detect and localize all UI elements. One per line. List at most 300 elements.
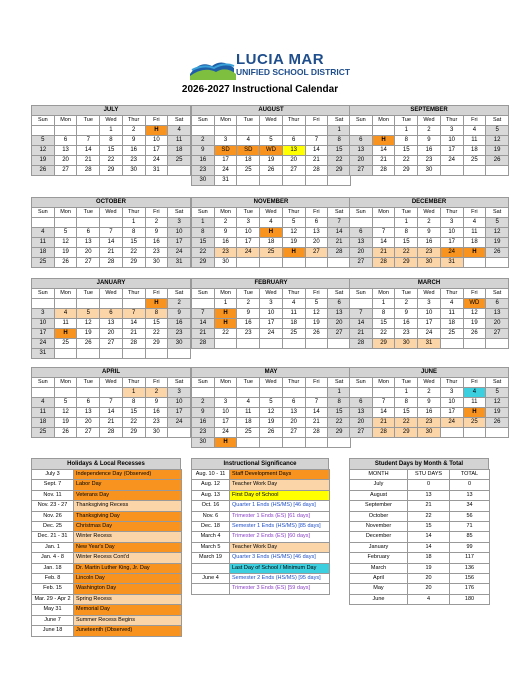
day-cell: 21 xyxy=(328,238,351,248)
stu-days-cell: 15 xyxy=(408,522,450,532)
holiday-label: Winter Recess Cont'd xyxy=(74,553,182,563)
holiday-date: Dec. 25 xyxy=(32,522,74,532)
day-cell: 10 xyxy=(440,228,463,238)
day-cell: 31 xyxy=(440,258,463,268)
day-cell: 19 xyxy=(260,156,283,166)
day-cell xyxy=(440,166,463,176)
day-cell: 6 xyxy=(77,228,100,238)
day-cell: 6 xyxy=(282,136,305,146)
weekday-header: Fri xyxy=(463,378,486,388)
day-cell: 22 xyxy=(145,329,168,339)
holiday-label: New Year's Day xyxy=(74,542,182,552)
day-cell: 12 xyxy=(486,136,509,146)
month-september xyxy=(349,105,509,176)
holiday-label: Juneteenth (Observed) xyxy=(74,626,182,636)
day-cell: 16 xyxy=(214,238,237,248)
day-cell: 29 xyxy=(328,428,351,438)
day-cell: 27 xyxy=(328,329,351,339)
weekday-header: Wed xyxy=(418,208,441,218)
day-cell xyxy=(32,388,55,398)
day-cell: 2 xyxy=(145,218,168,228)
significance-label: Teacher Work Day xyxy=(230,480,330,490)
day-cell: 13 xyxy=(328,309,351,319)
holiday-row xyxy=(32,501,182,511)
stu-days-cell: 18 xyxy=(408,553,450,563)
student-days-row xyxy=(350,532,490,542)
holiday-row xyxy=(32,490,182,500)
day-cell: 28 xyxy=(122,339,145,349)
weekday-header: Tue xyxy=(77,116,100,126)
day-cell xyxy=(214,339,237,349)
day-cell: 18 xyxy=(463,238,486,248)
holiday-label: Christmas Day xyxy=(74,522,182,532)
holiday-label: Winter Recess xyxy=(74,532,182,542)
student-days-row xyxy=(350,584,490,594)
day-cell xyxy=(54,299,77,309)
day-cell: 19 xyxy=(282,238,305,248)
day-cell: 28 xyxy=(192,339,215,349)
day-cell: 3 xyxy=(168,388,191,398)
day-cell xyxy=(282,339,305,349)
day-cell xyxy=(305,388,328,398)
day-cell xyxy=(350,388,373,398)
weekday-header: Mon xyxy=(372,116,395,126)
day-cell xyxy=(486,258,509,268)
day-cell xyxy=(145,349,168,359)
weekday-header: Sun xyxy=(192,208,215,218)
day-cell: 15 xyxy=(372,319,395,329)
day-cell: 14 xyxy=(372,408,395,418)
day-cell: 17 xyxy=(440,408,463,418)
day-cell: 10 xyxy=(440,398,463,408)
stu-days-cell: 21 xyxy=(408,501,450,511)
day-cell: 6 xyxy=(305,218,328,228)
day-cell: 1 xyxy=(192,218,215,228)
day-cell xyxy=(486,339,509,349)
day-cell: 21 xyxy=(305,418,328,428)
day-cell: 17 xyxy=(214,418,237,428)
day-cell: 24 xyxy=(418,329,441,339)
month-cell: March xyxy=(350,563,408,573)
weekday-header: Thur xyxy=(122,116,145,126)
day-cell: WD xyxy=(260,146,283,156)
day-cell: 19 xyxy=(54,418,77,428)
significance-row xyxy=(192,542,330,552)
day-cell: 6 xyxy=(486,299,509,309)
day-cell: H xyxy=(372,136,395,146)
day-cell: 9 xyxy=(192,408,215,418)
weekday-header: Fri xyxy=(145,208,168,218)
day-cell: 30 xyxy=(214,258,237,268)
day-cell: 23 xyxy=(192,428,215,438)
holiday-label: Dr. Martin Luther King, Jr. Day xyxy=(74,563,182,573)
day-cell: 10 xyxy=(237,228,260,238)
day-cell: 18 xyxy=(440,319,463,329)
day-cell: 10 xyxy=(260,309,283,319)
day-cell: 11 xyxy=(282,309,305,319)
total-cell: 136 xyxy=(450,563,490,573)
day-cell: 7 xyxy=(305,398,328,408)
day-cell xyxy=(214,388,237,398)
day-cell: 9 xyxy=(168,309,191,319)
day-cell: 28 xyxy=(350,339,373,349)
weekday-header: Thur xyxy=(282,289,305,299)
day-cell: SD xyxy=(237,146,260,156)
day-cell: 13 xyxy=(100,319,123,329)
day-cell: 13 xyxy=(282,408,305,418)
day-cell: 29 xyxy=(122,428,145,438)
day-cell: 15 xyxy=(122,408,145,418)
day-cell: 6 xyxy=(282,398,305,408)
weekday-header: Tue xyxy=(237,208,260,218)
day-cell xyxy=(237,258,260,268)
day-cell: 1 xyxy=(328,388,351,398)
holiday-row xyxy=(32,615,182,625)
month-december xyxy=(349,197,509,268)
day-cell xyxy=(260,339,283,349)
day-cell xyxy=(100,349,123,359)
day-cell: 6 xyxy=(350,398,373,408)
district-name: LUCIA MAR xyxy=(236,51,325,68)
day-cell: 11 xyxy=(463,136,486,146)
day-cell: 18 xyxy=(32,418,55,428)
day-cell xyxy=(305,126,328,136)
day-cell: 8 xyxy=(328,398,351,408)
weekday-header: Fri xyxy=(463,289,486,299)
day-cell xyxy=(282,438,305,448)
student-days-row xyxy=(350,574,490,584)
weekday-header: Mon xyxy=(372,208,395,218)
day-cell xyxy=(122,299,145,309)
weekday-header: Wed xyxy=(260,378,283,388)
day-cell: 4 xyxy=(440,299,463,309)
day-cell: 25 xyxy=(32,258,55,268)
day-cell: 28 xyxy=(100,428,123,438)
day-cell: 15 xyxy=(395,146,418,156)
day-cell: 3 xyxy=(168,218,191,228)
day-cell: 5 xyxy=(486,126,509,136)
stu-days-cell: 13 xyxy=(408,490,450,500)
total-cell: 85 xyxy=(450,532,490,542)
weekday-header: Mon xyxy=(54,116,77,126)
day-cell: 9 xyxy=(145,228,168,238)
month-table xyxy=(31,115,191,176)
day-cell: 16 xyxy=(192,418,215,428)
day-cell: 12 xyxy=(54,238,77,248)
day-cell: 18 xyxy=(168,146,191,156)
day-cell: 25 xyxy=(168,156,191,166)
day-cell xyxy=(305,176,328,186)
day-cell: 30 xyxy=(395,339,418,349)
day-cell: 4 xyxy=(32,228,55,238)
day-cell: 15 xyxy=(192,238,215,248)
month-table xyxy=(191,377,351,448)
weekday-header: Sat xyxy=(168,378,191,388)
weekday-header: Fri xyxy=(305,116,328,126)
month-cell: September xyxy=(350,501,408,511)
significance-date xyxy=(192,563,230,573)
student-days-row xyxy=(350,522,490,532)
day-cell: 8 xyxy=(395,398,418,408)
day-cell: 22 xyxy=(395,418,418,428)
day-cell: 13 xyxy=(54,146,77,156)
day-cell xyxy=(463,428,486,438)
day-cell: 23 xyxy=(192,166,215,176)
student-days-row xyxy=(350,553,490,563)
month-name: AUGUST xyxy=(191,105,351,115)
significance-date: Oct. 16 xyxy=(192,501,230,511)
holiday-label: Independence Day (Observed) xyxy=(74,470,182,480)
day-cell: 22 xyxy=(192,248,215,258)
day-cell: 2 xyxy=(145,388,168,398)
student-days-row xyxy=(350,542,490,552)
holiday-row xyxy=(32,584,182,594)
day-cell: 31 xyxy=(145,166,168,176)
weekday-header: Tue xyxy=(395,289,418,299)
day-cell: 4 xyxy=(54,309,77,319)
day-cell: 10 xyxy=(168,398,191,408)
day-cell: 1 xyxy=(214,299,237,309)
day-cell: 29 xyxy=(192,258,215,268)
month-table xyxy=(31,288,191,359)
day-cell: 2 xyxy=(192,398,215,408)
significance-date: March 19 xyxy=(192,553,230,563)
day-cell: 23 xyxy=(145,418,168,428)
day-cell: 24 xyxy=(440,156,463,166)
day-cell xyxy=(282,126,305,136)
day-cell: 3 xyxy=(440,218,463,228)
stu-days-cell: 22 xyxy=(408,511,450,521)
day-cell: 7 xyxy=(328,218,351,228)
day-cell: 22 xyxy=(122,248,145,258)
weekday-header: Sun xyxy=(32,208,55,218)
day-cell: 30 xyxy=(145,258,168,268)
day-cell: 11 xyxy=(463,228,486,238)
day-cell: 29 xyxy=(395,166,418,176)
day-cell: 17 xyxy=(214,156,237,166)
day-cell: 4 xyxy=(237,398,260,408)
month-june xyxy=(349,367,509,438)
day-cell: 22 xyxy=(100,156,123,166)
student-days-row xyxy=(350,501,490,511)
day-cell: 23 xyxy=(145,248,168,258)
day-cell: 25 xyxy=(440,329,463,339)
significance-table xyxy=(191,469,330,595)
day-cell: 13 xyxy=(350,146,373,156)
day-cell: 11 xyxy=(463,398,486,408)
day-cell: 30 xyxy=(122,166,145,176)
day-cell: 25 xyxy=(463,418,486,428)
student-days-title: Student Days by Month & Total xyxy=(349,458,489,469)
significance-date: Dec. 18 xyxy=(192,522,230,532)
day-cell: 21 xyxy=(350,329,373,339)
district-subtitle: UNIFIED SCHOOL DISTRICT xyxy=(236,67,351,77)
month-cell: April xyxy=(350,574,408,584)
day-cell: 22 xyxy=(328,418,351,428)
holiday-date: Mar. 29 - Apr 2 xyxy=(32,594,74,604)
day-cell: 13 xyxy=(77,238,100,248)
day-cell: 4 xyxy=(282,299,305,309)
column-header: STU DAYS xyxy=(408,470,450,480)
month-table xyxy=(349,207,509,268)
weekday-header: Thur xyxy=(282,116,305,126)
day-cell: 30 xyxy=(145,428,168,438)
day-cell: 22 xyxy=(214,329,237,339)
weekday-header: Mon xyxy=(372,289,395,299)
day-cell: 2 xyxy=(168,299,191,309)
day-cell: 21 xyxy=(305,156,328,166)
day-cell: 2 xyxy=(214,218,237,228)
day-cell: 31 xyxy=(168,258,191,268)
day-cell: 20 xyxy=(77,248,100,258)
holiday-row xyxy=(32,480,182,490)
day-cell: 22 xyxy=(395,156,418,166)
weekday-header: Mon xyxy=(214,289,237,299)
day-cell: 1 xyxy=(100,126,123,136)
significance-row xyxy=(192,501,330,511)
weekday-header: Sun xyxy=(192,289,215,299)
holiday-label: Spring Recess xyxy=(74,594,182,604)
day-cell xyxy=(100,218,123,228)
day-cell: 19 xyxy=(305,319,328,329)
stu-days-cell: 20 xyxy=(408,574,450,584)
day-cell: 13 xyxy=(77,408,100,418)
month-name: SEPTEMBER xyxy=(349,105,509,115)
weekday-header: Mon xyxy=(214,208,237,218)
day-cell: 11 xyxy=(54,319,77,329)
day-cell: 19 xyxy=(54,248,77,258)
weekday-header: Thur xyxy=(282,208,305,218)
month-name: JULY xyxy=(31,105,191,115)
day-cell: 27 xyxy=(282,166,305,176)
day-cell xyxy=(77,218,100,228)
holiday-row xyxy=(32,522,182,532)
day-cell: 17 xyxy=(418,319,441,329)
day-cell xyxy=(260,176,283,186)
total-cell: 176 xyxy=(450,584,490,594)
day-cell: 16 xyxy=(418,146,441,156)
day-cell: 14 xyxy=(305,146,328,156)
day-cell: 17 xyxy=(260,319,283,329)
day-cell: 23 xyxy=(418,248,441,258)
day-cell xyxy=(350,126,373,136)
day-cell: 25 xyxy=(260,248,283,258)
day-cell: 15 xyxy=(395,238,418,248)
holiday-date: Feb. 8 xyxy=(32,574,74,584)
holiday-label: Lincoln Day xyxy=(74,574,182,584)
day-cell: H xyxy=(214,438,237,448)
weekday-header: Sun xyxy=(32,289,55,299)
significance-row xyxy=(192,584,330,594)
month-name: NOVEMBER xyxy=(191,197,351,207)
day-cell: 24 xyxy=(214,428,237,438)
day-cell: 3 xyxy=(260,299,283,309)
weekday-header: Sun xyxy=(350,289,373,299)
day-cell xyxy=(237,176,260,186)
month-table xyxy=(349,288,509,349)
day-cell: 10 xyxy=(418,309,441,319)
significance-date: Aug. 12 xyxy=(192,480,230,490)
day-cell: 25 xyxy=(282,329,305,339)
day-cell: 28 xyxy=(372,428,395,438)
day-cell xyxy=(168,349,191,359)
day-cell: 31 xyxy=(418,339,441,349)
weekday-header: Sat xyxy=(486,289,509,299)
day-cell: 11 xyxy=(237,408,260,418)
stu-days-cell: 20 xyxy=(408,584,450,594)
day-cell: 15 xyxy=(122,238,145,248)
day-cell: 9 xyxy=(145,398,168,408)
day-cell: 9 xyxy=(214,228,237,238)
day-cell xyxy=(32,126,55,136)
day-cell: 11 xyxy=(168,136,191,146)
weekday-header: Thur xyxy=(122,208,145,218)
holiday-date: Nov. 11 xyxy=(32,490,74,500)
weekday-header: Fri xyxy=(463,208,486,218)
day-cell: 26 xyxy=(32,166,55,176)
day-cell xyxy=(260,388,283,398)
month-cell: October xyxy=(350,511,408,521)
day-cell: 2 xyxy=(192,136,215,146)
day-cell: 8 xyxy=(100,136,123,146)
holiday-row xyxy=(32,511,182,521)
holiday-date: June 18 xyxy=(32,626,74,636)
day-cell: 18 xyxy=(32,248,55,258)
day-cell: 24 xyxy=(237,248,260,258)
weekday-header: Wed xyxy=(260,116,283,126)
significance-row xyxy=(192,563,330,573)
weekday-header: Wed xyxy=(418,378,441,388)
day-cell: 19 xyxy=(260,418,283,428)
day-cell: 28 xyxy=(372,258,395,268)
day-cell: 20 xyxy=(350,418,373,428)
day-cell: 15 xyxy=(145,319,168,329)
month-may xyxy=(191,367,351,448)
day-cell: 28 xyxy=(77,166,100,176)
day-cell: 19 xyxy=(463,319,486,329)
weekday-header: Tue xyxy=(237,289,260,299)
month-cell: November xyxy=(350,522,408,532)
month-name: FEBRUARY xyxy=(191,278,351,288)
day-cell: 31 xyxy=(214,176,237,186)
day-cell xyxy=(237,388,260,398)
holidays-table xyxy=(31,469,182,637)
day-cell: 12 xyxy=(463,309,486,319)
weekday-header: Thur xyxy=(440,378,463,388)
day-cell: SD xyxy=(214,146,237,156)
holiday-label: Labor Day xyxy=(74,480,182,490)
day-cell xyxy=(77,388,100,398)
day-cell: 10 xyxy=(168,228,191,238)
month-cell: February xyxy=(350,553,408,563)
day-cell: 20 xyxy=(350,248,373,258)
significance-label: Quarter 3 Ends (HS/MS) [46 days] xyxy=(230,553,330,563)
weekday-header: Fri xyxy=(305,378,328,388)
day-cell: 27 xyxy=(350,166,373,176)
day-cell: 7 xyxy=(305,136,328,146)
day-cell: 23 xyxy=(418,418,441,428)
day-cell: 3 xyxy=(214,398,237,408)
day-cell: 15 xyxy=(328,146,351,156)
month-name: JUNE xyxy=(349,367,509,377)
day-cell xyxy=(77,349,100,359)
weekday-header: Thur xyxy=(122,378,145,388)
month-table xyxy=(31,207,191,268)
day-cell: 29 xyxy=(100,166,123,176)
day-cell xyxy=(192,299,215,309)
weekday-header: Mon xyxy=(214,378,237,388)
day-cell xyxy=(486,166,509,176)
